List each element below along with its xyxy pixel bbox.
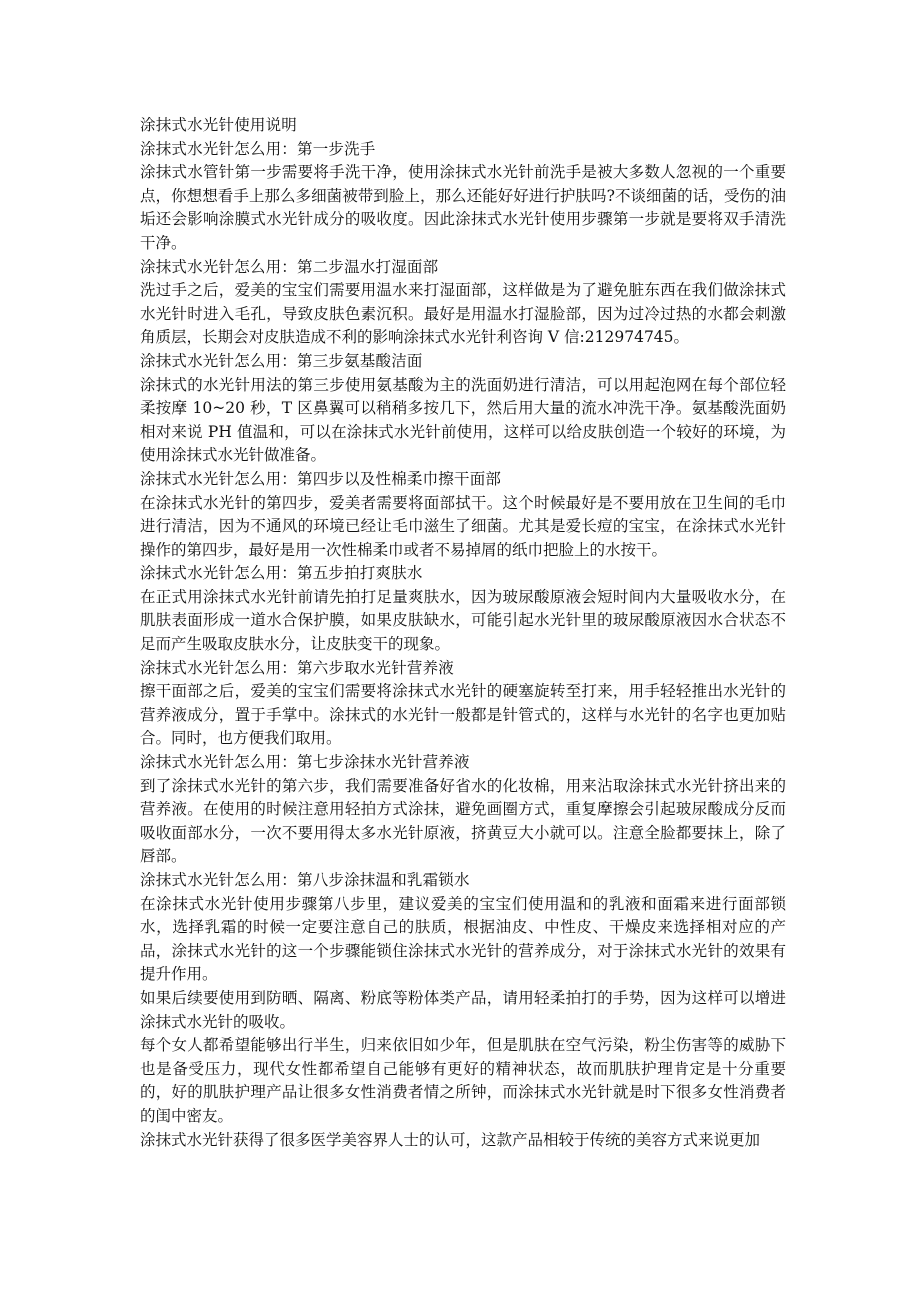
step-3-heading: 涂抹式水光针怎么用：第三步氨基酸洁面 (140, 351, 423, 370)
step-5-paragraph: 在正式用涂抹式水光针前请先拍打足量爽肤水，因为玻尿酸原液会短时间内大量吸收水分，在肌肤表面形成一道水合保护膜，如果皮肤缺水，可能引起水光针里的玻尿酸原液因水合状态不足而产生吸取皮肤水分，让皮肤变干的现象。 (140, 587, 786, 654)
step-5-heading: 涂抹式水光针怎么用：第五步拍打爽肤水 (140, 564, 423, 583)
step-8-heading: 涂抹式水光针怎么用：第八步涂抹温和乳霜锁水 (140, 871, 470, 889)
step-1-heading: 涂抹式水光针怎么用：第一步洗手 (140, 139, 376, 158)
closing-paragraph-1: 如果后续要使用到防晒、隔离、粉底等粉体类产品，请用轻柔拍打的手势，因为这样可以增进涂抹式水光针的吸收。 (140, 988, 786, 1031)
step-3-paragraph: 涂抹式的水光针用法的第三步使用氨基酸为主的洗面奶进行清洁，可以用起泡网在每个部位轻柔按摩 10~20 秒，T 区鼻翼可以稍稍多按几下，然后用大量的流水冲洗干净。氨基酸洗面奶相对来说 PH 值温和，可以在涂抹式水光针前使用，这样可以给皮肤创造一个较好的环境，为使用涂抹式水光针做准备。 (140, 375, 786, 465)
step-7-paragraph: 到了涂抹式水光针的第六步，我们需要准备好省水的化妆棉，用来沾取涂抹式水光针挤出来的营养液。在使用的时候注意用轻拍方式涂抹，避免画圈方式，重复摩擦会引起玻尿酸成分反而吸收面部水分，一次不要用得太多水光针原液，挤黄豆大小就可以。注意全脸都要抹上，除了唇部。 (140, 776, 786, 866)
step-7-heading: 涂抹式水光针怎么用：第七步涂抹水光针营养液 (140, 753, 470, 772)
closing-paragraph-2: 每个女人都希望能够出行半生，归来依旧如少年，但是肌肤在空气污染，粉尘伤害等的威胁下也是备受压力，现代女性都希望自己能够有更好的精神状态，故而肌肤护理肯定是十分重要的，好的肌肤护理产品让很多女性消费者情之所钟，而涂抹式水光针就是时下很多女性消费者的闺中密友。 (140, 1036, 786, 1125)
step-6-paragraph: 擦干面部之后，爱美的宝宝们需要将涂抹式水光针的硬塞旋转至打来，用手轻轻推出水光针的营养液成分，置于手掌中。涂抹式的水光针一般都是针管式的，这样与水光针的名字也更加贴合。同时，也方便我们取用。 (140, 682, 786, 748)
document-page (140, 114, 786, 1152)
step-2-heading: 涂抹式水光针怎么用：第二步温水打湿面部 (140, 257, 439, 276)
step-1-paragraph: 涂抹式水管针第一步需要将手洗干净，使用涂抹式水光针前洗手是被大多数人忽视的一个重要点，你想想看手上那么多细菌被带到脸上，那么还能好好进行护肤吗?不谈细菌的话，受伤的油垢还会影响涂膜式水光针成分的吸收度。因此涂抹式水光针使用步骤第一步就是要将双手清洗干净。 (140, 163, 786, 252)
step-4-paragraph: 在涂抹式水光针的第四步，爱美者需要将面部拭干。这个时候最好是不要用放在卫生间的毛巾进行清洁，因为不通风的环境已经让毛巾滋生了细菌。尤其是爱长痘的宝宝，在涂抹式水光针操作的第四步，最好是用一次性棉柔巾或者不易掉屑的纸巾把脸上的水按干。 (140, 493, 786, 559)
step-8-paragraph: 在涂抹式水光针使用步骤第八步里，建议爱美的宝宝们使用温和的乳液和面霜来进行面部锁水，选择乳霜的时候一定要注意自己的肤质，根据油皮、中性皮、干燥皮来选择相对应的产品，涂抹式水光针的这一个步骤能锁住涂抹式水光针的营养成分，对于涂抹式水光针的效果有提升作用。 (140, 894, 786, 984)
step-4-heading: 涂抹式水光针怎么用：第四步以及性棉柔巾擦干面部 (140, 469, 502, 488)
document-title: 涂抹式水光针使用说明 (140, 116, 298, 134)
step-6-heading: 涂抹式水光针怎么用：第六步取水光针营养液 (140, 658, 455, 677)
closing-paragraph-3: 涂抹式水光针获得了很多医学美容界人士的认可，这款产品相较于传统的美容方式来说更加 (140, 1130, 761, 1149)
step-2-paragraph: 洗过手之后，爱美的宝宝们需要用温水来打湿面部，这样做是为了避免脏东西在我们做涂抹式水光针时进入毛孔，导致皮肤色素沉积。最好是用温水打湿脸部，因为过冷过热的水都会刺激角质层，长期会对皮肤造成不利的影响涂抹式水光针利咨询 V 信:212974745。 (140, 281, 786, 347)
